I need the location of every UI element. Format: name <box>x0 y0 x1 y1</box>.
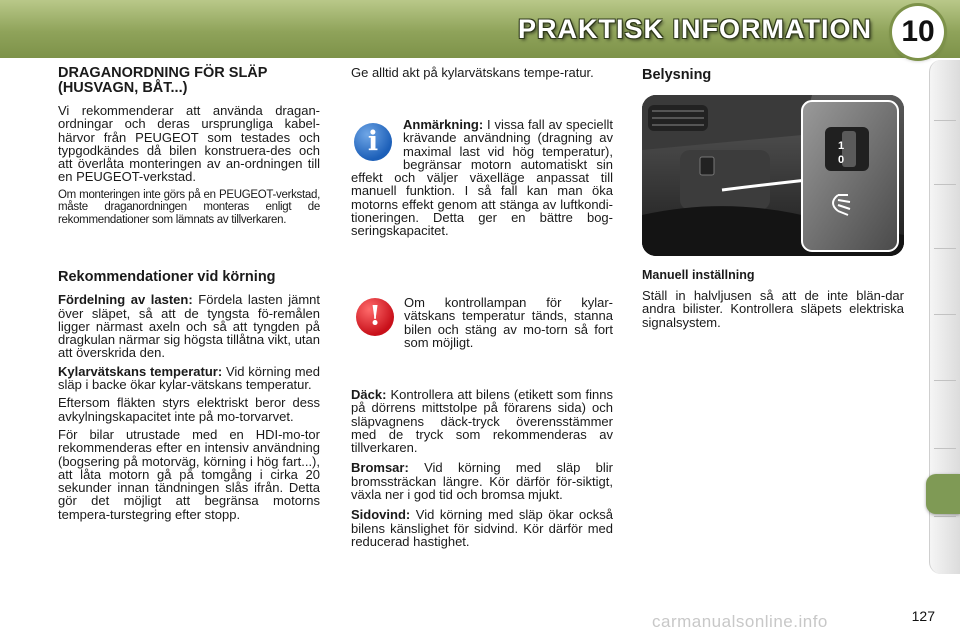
note-label: Anmärkning: <box>403 117 484 132</box>
paragraph-tyres <box>351 388 613 454</box>
text-tyres: Kontrollera att bilens (etikett som finns på dörrens mittstolpe på förarens sida) och släpvagnens däck-tryck överensstämmer med de tryck som rekommenderas av tillverkaren. <box>351 387 613 456</box>
page-number: 127 <box>911 608 935 624</box>
tab-divider <box>934 448 956 449</box>
dial-label-top: 1 <box>838 140 845 152</box>
subheading-manual-adjustment: Manuell inställning <box>642 268 755 282</box>
dial-label-bottom: 0 <box>838 154 845 166</box>
paragraph: Eftersom fläkten styrs elektriskt beror dess avkylningskapacitet inte på mo-torvarvet. <box>58 395 320 424</box>
paragraph: Vi rekommenderar att använda dragan-ordningar och deras ursprungliga kabel-härvor från PEUGEOT som testades och typgodkändes då bilen konstruera-des och att överlåta monteringen av an-ordningen till en PEUGEOT-verkstad. <box>58 103 320 185</box>
section-heading-towbar: DRAGANORDNING FÖR SLÄP (HUSVAGN, BÅT...) <box>58 65 268 96</box>
column-middle-lower <box>351 388 613 548</box>
text-brakes: Vid körning med släp blir bromssträckan längre. Kör därför för-siktigt, växla ner i god tid och bromsa mjukt. <box>351 460 613 503</box>
dashboard-illustration <box>642 95 904 256</box>
tab-divider <box>934 516 956 517</box>
warning-icon: ! <box>356 298 394 336</box>
section-heading-driving: Rekommendationer vid körning <box>58 269 276 286</box>
note-text: I vissa fall av speciellt krävande användning (dragning av maximal last vid hög temperatur), begränsar motorn automatiskt sin effekt och väljer växelläge anpassat till manuell funktion. I så fall kan man öka motorns effekt genom att stänga av luftkondi-tioneringen. Detta ger en bättre bog-seringskapacitet. <box>351 117 613 239</box>
info-icon: i <box>354 123 392 161</box>
text-coolant: Vid körning med släp i backe ökar kylar-vätskans temperatur. <box>58 363 320 393</box>
label-brakes: Bromsar: <box>351 460 409 476</box>
headlamp-adjuster-photo <box>642 95 904 256</box>
label-coolant: Kylarvätskans temperatur: <box>58 363 223 379</box>
label-load: Fördelning av lasten: <box>58 292 193 308</box>
tab-divider <box>934 120 956 121</box>
text-crosswind: Vid körning med släp ökar också bilens känslighet för sidvind. Kör därför med reducerad hastighet. <box>351 507 613 549</box>
label-tyres: Däck: <box>351 387 387 402</box>
label-crosswind: Sidovind: <box>351 507 411 523</box>
section-heading-lighting: Belysning <box>642 67 712 83</box>
paragraph: För bilar utrustade med en HDI-mo-tor rekommenderas efter en intensiv användning (bogsering på motorväg, körning i hög fart...), att låta motorn gå på tomgång i cirka 20 sekunder innan tändningen slås ifrån. Detta gör det möjligt att begränsa motorns tempera-turstegring efter stopp. <box>58 426 320 522</box>
tab-chapter-10[interactable] <box>926 474 960 514</box>
paragraph-small: Om monteringen inte görs på en PEUGEOT-verkstad, måste draganordningen monteras enligt de rekommendationer som lämnats av tillverkaren. <box>58 188 320 226</box>
column-middle <box>351 66 613 84</box>
paragraph-load <box>58 293 320 359</box>
chapter-badge <box>892 6 944 58</box>
paragraph-crosswind <box>351 508 613 548</box>
tab-divider <box>934 380 956 381</box>
paragraph-brakes <box>351 461 613 501</box>
text-load: Fördela lasten jämnt över släpet, så att de tyngsta fö-remålen ligger närmast axeln och så att tyngden på dragkulan närmar sig högsta tillåtna vikt, utan att överskrida den. <box>58 292 320 361</box>
chapter-number: 10 <box>901 15 935 48</box>
page-title: PRAKTISK INFORMATION <box>518 14 872 44</box>
warning-text: Om kontrollampan för kylar-vätskans temperatur tänds, stanna bilen och stäng av mo-torn så fort som möjligt. <box>404 295 613 350</box>
paragraph-coolant <box>58 365 320 392</box>
paragraph-intro: Ge alltid akt på kylarvätskans tempe-ratur. <box>351 65 594 80</box>
tab-divider <box>934 248 956 249</box>
tab-divider <box>934 314 956 315</box>
column-left <box>58 66 320 526</box>
paragraph-adjustment: Ställ in halvljusen så att de inte blän-dar andra bilister. Kontrollera släpets elektriska signalsystem. <box>642 288 904 330</box>
tab-divider <box>934 184 956 185</box>
watermark: carmanualsonline.info <box>652 612 828 631</box>
note-block <box>351 118 613 238</box>
